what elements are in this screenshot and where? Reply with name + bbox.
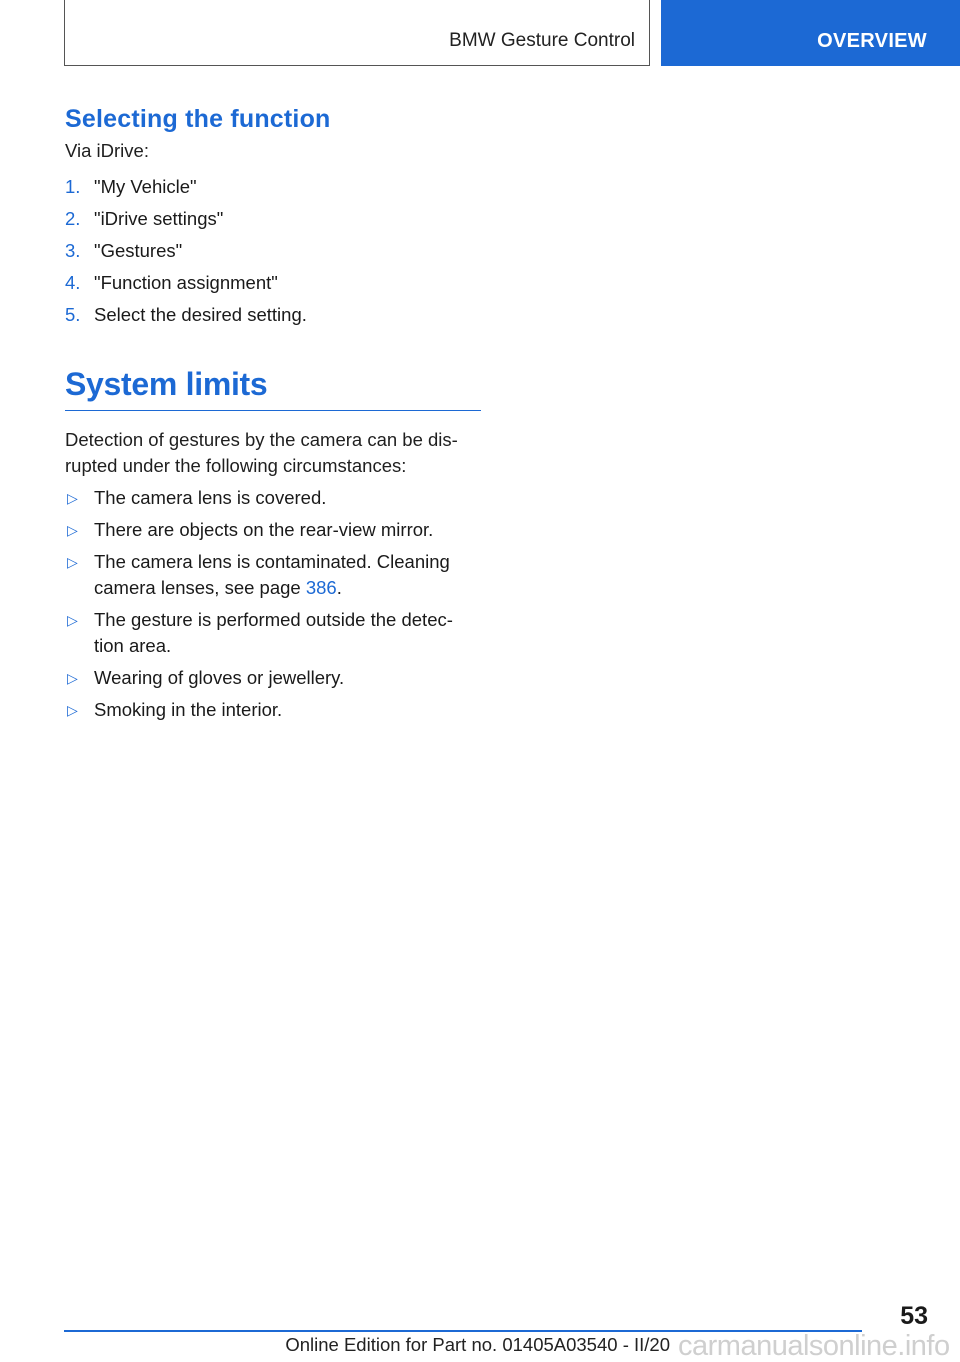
page-number: 53 (900, 1302, 928, 1330)
header-section-label: OVERVIEW (817, 30, 927, 52)
list-item (65, 607, 481, 659)
triangle-bullet-icon: ▷ (67, 670, 78, 686)
triangle-bullet-icon: ▷ (67, 554, 78, 570)
bullet-text: Wearing of gloves or jewellery. (94, 667, 345, 688)
header-chapter-title: BMW Gesture Control (449, 30, 635, 51)
header-chapter-box (64, 0, 650, 66)
list-item (65, 206, 481, 238)
triangle-bullet-icon: ▷ (67, 522, 78, 538)
step-number: 3. (65, 240, 81, 261)
watermark: carmanualsonline.info (678, 1330, 950, 1362)
footer-edition: Online Edition for Part no. 01405A03540 - II/20 (285, 1334, 670, 1355)
page-reference-link[interactable]: 386 (305, 577, 337, 598)
limits-intro: Detection of gestures by the camera can be dis-rupted under the following circumstances: (65, 429, 458, 476)
step-number: 1. (65, 176, 81, 197)
bullet-text: The gesture is performed outside the detec-tion area. (94, 609, 453, 656)
page-content (65, 104, 481, 729)
step-number: 2. (65, 208, 81, 229)
bullet-text: There are objects on the rear-view mirror. (94, 519, 434, 540)
list-item (65, 697, 481, 723)
limits-heading: System limits (65, 364, 481, 411)
selecting-intro: Via iDrive: (65, 140, 149, 161)
selecting-heading: Selecting the function (65, 105, 331, 133)
bullet-suffix: . (336, 577, 342, 598)
step-text: "Gestures" (94, 240, 183, 261)
triangle-bullet-icon: ▷ (67, 490, 78, 506)
list-item (65, 174, 481, 206)
bullet-text: The camera lens is contaminated. Cleaning camera lenses, see page (94, 551, 450, 598)
bullet-text: The camera lens is covered. (94, 487, 327, 508)
list-item (65, 270, 481, 302)
step-text: "Function assignment" (94, 272, 278, 293)
header-section-tab (661, 0, 960, 66)
step-text: "iDrive settings" (94, 208, 224, 229)
step-number: 4. (65, 272, 81, 293)
limits-list (65, 485, 481, 723)
list-item (65, 238, 481, 270)
bullet-text: Smoking in the interior. (94, 699, 283, 720)
step-text: Select the desired setting. (94, 304, 307, 325)
list-item (65, 549, 481, 601)
list-item (65, 665, 481, 691)
list-item (65, 517, 481, 543)
triangle-bullet-icon: ▷ (67, 612, 78, 628)
step-text: "My Vehicle" (94, 176, 197, 197)
list-item (65, 485, 481, 511)
step-number: 5. (65, 304, 81, 325)
triangle-bullet-icon: ▷ (67, 702, 78, 718)
steps-list (65, 174, 481, 334)
list-item (65, 302, 481, 334)
